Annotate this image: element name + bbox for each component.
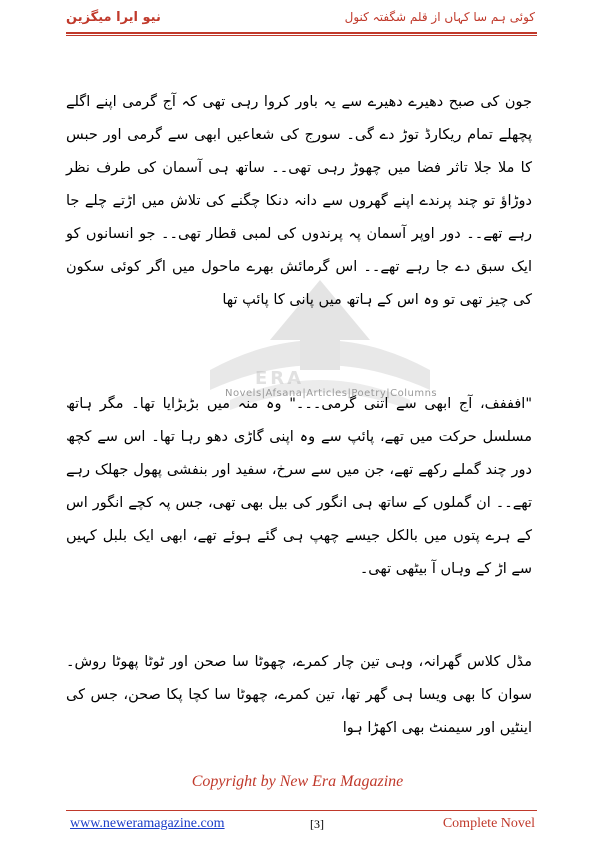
copyright-notice: Copyright by New Era Magazine (191, 773, 404, 790)
novel-title: کوئی ہم سا کہاں از قلم شگفتہ کنول (344, 10, 535, 24)
header-rule (66, 32, 537, 34)
paragraph-1: جون کی صبح دھیرے دھیرے سے یہ باور کروا رہی تھی کہ آج گرمی اپنے اگلے پچھلے تمام ریکارڈ توڑ دے گی۔ سورج کی شعاعیں ابھی سے گرمی اور حبس کا ملا جلا تاثر فضا میں چھوڑ رہی تھی۔۔ ساتھ ہی آسمان کی طرف نظر دوڑاؤ تو چند پرندے اپنے گھروں سے دانہ دنکا چگنے کی تلاش میں اڑتے چلے جا رہے تھے۔۔ دور اوپر آسمان پہ پرندوں کی لمبی قطار تھی۔۔ جو انسانوں کو ایک سبق دے جا رہے تھے۔۔ اس گرمائش بھرے ماحول میں اگر کوئی سکون کی چیز تھی تو وہ اس کے ہاتھ میں پانی کا پائپ تھا (66, 94, 532, 308)
watermark-brand: ERA (255, 368, 305, 389)
footer-rule (66, 810, 537, 811)
novel-type-label: Complete Novel (442, 816, 535, 831)
magazine-name: نیو ایرا میگزین (66, 10, 161, 25)
website-link[interactable]: www.neweramagazine.com (70, 816, 225, 831)
paragraph-3: مڈل کلاس گھرانہ، وہی تین چار کمرے، چھوٹا سا صحن اور ٹوٹا پھوٹا روش۔ سوان کا بھی ویسا ہی گھر تھا، تین کمرے، چھوٹا سا کچا پکا صحن، جس کی اینٹیں اور سیمنٹ بھی اکھڑا ہوا (66, 654, 532, 736)
page-number: [3] (310, 817, 324, 831)
header-rule-thin (66, 35, 537, 36)
watermark-text: Novels|Afsana|Articles|Poetry|Columns (225, 388, 438, 399)
paragraph-2: "افففف، آج ابھی سے اتنی گرمی۔۔۔" وہ منہ میں بڑبڑایا تھا۔ مگر ہاتھ مسلسل حرکت میں تھے، پائپ سے وہ اپنی گاڑی دھو رہا تھا۔ اس سے کچھ دور چند گملے رکھے تھے، جن میں سے سرخ، سفید اور بنفشی پھول جھلک رہے تھے۔۔ ان گملوں کے ساتھ ہی انگور کی بیل بھی تھی، جس پہ کچے انگور اس کے ہرے پتوں میں بالکل جیسے چھپ ہی گئے ہوئے تھے، ابھی ایک بلبل کہیں سے اڑ کے وہاں آ بیٹھی تھی۔ (66, 396, 532, 577)
page-header (0, 0, 595, 40)
